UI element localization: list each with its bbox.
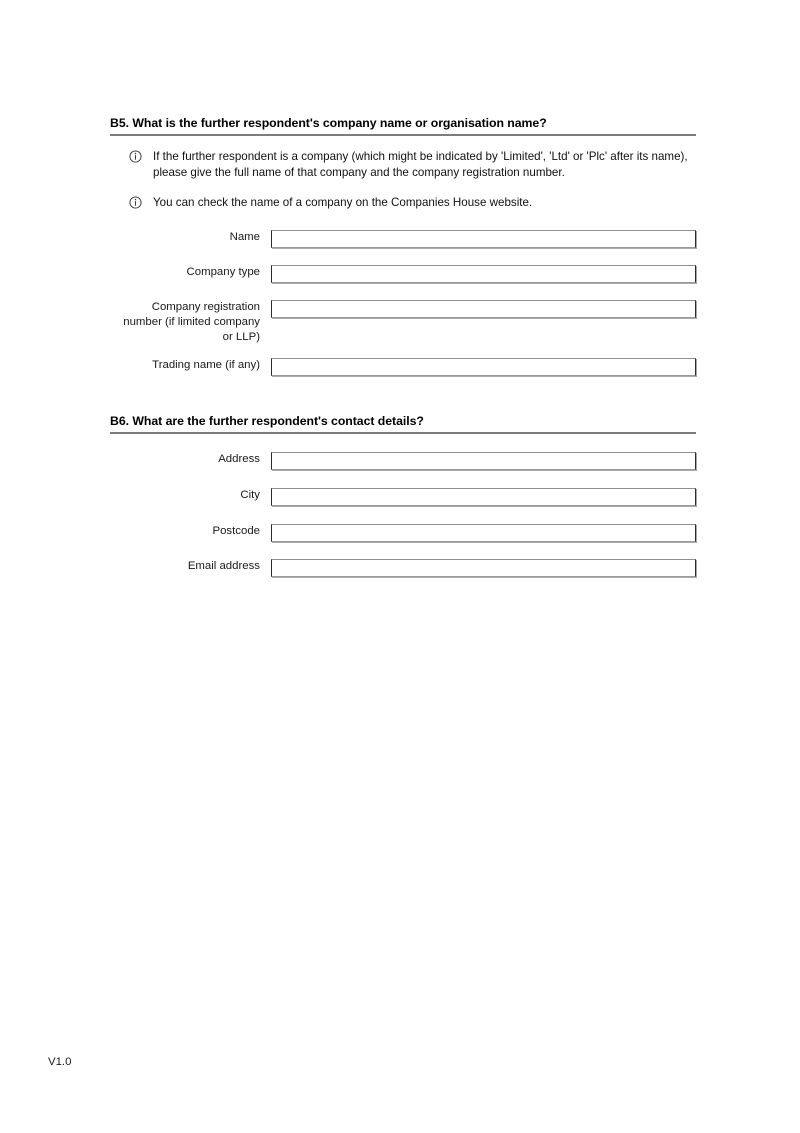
name-input[interactable] xyxy=(271,230,696,248)
info-icon xyxy=(129,196,142,209)
field-label-address: Address xyxy=(218,453,260,465)
field-label-postcode: Postcode xyxy=(212,525,260,537)
field-row-company-type xyxy=(110,265,696,283)
info-icon xyxy=(129,150,142,163)
section-b5-note-1 xyxy=(110,149,696,181)
city-input[interactable] xyxy=(271,488,696,506)
field-row-company-registration-number xyxy=(110,300,696,345)
company-type-input[interactable] xyxy=(271,265,696,283)
section-b6-heading: B6. What are the further respondent's contact details? xyxy=(110,414,696,434)
company-registration-number-input[interactable] xyxy=(271,300,696,318)
field-label-company-registration-number: Company registration number (if limited company or LLP) xyxy=(123,300,260,343)
email-address-input[interactable] xyxy=(271,559,696,577)
postcode-input[interactable] xyxy=(271,524,696,542)
address-input[interactable] xyxy=(271,452,696,470)
field-row-email-address xyxy=(110,559,696,577)
section-b5-note-2 xyxy=(110,195,696,211)
section-b5-note-2-text: You can check the name of a company on the Companies House website. xyxy=(153,196,533,210)
field-row-postcode xyxy=(110,524,696,542)
section-b5-note-1-text: If the further respondent is a company (which might be indicated by 'Limited', 'Ltd' or 'Plc' after its name), please give the full name of that company and the company registration number. xyxy=(153,150,688,180)
document-version-label: V1.0 xyxy=(48,1056,72,1068)
section-b6 xyxy=(110,414,696,577)
trading-name-input[interactable] xyxy=(271,358,696,376)
field-label-city: City xyxy=(240,489,260,501)
section-b5 xyxy=(110,116,696,376)
section-b5-heading: B5. What is the further respondent's company name or organisation name? xyxy=(110,116,696,136)
field-row-address xyxy=(110,452,696,470)
field-label-email-address: Email address xyxy=(187,560,260,572)
field-label-trading-name: Trading name (if any) xyxy=(152,358,260,371)
field-row-name xyxy=(110,230,696,248)
field-row-trading-name xyxy=(110,358,696,376)
field-label-company-type: Company type xyxy=(186,265,260,278)
field-row-city xyxy=(110,488,696,506)
field-label-name: Name xyxy=(229,230,260,243)
